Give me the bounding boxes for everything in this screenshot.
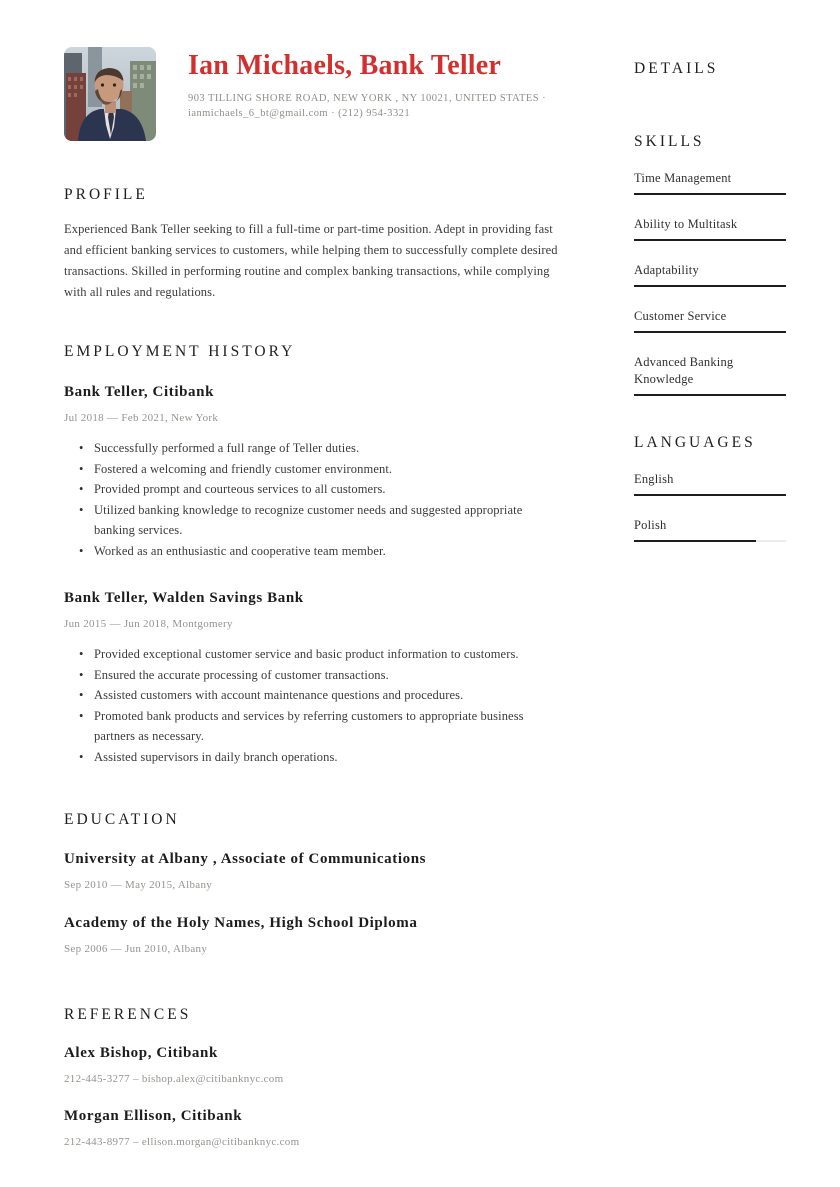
- skill-level-bar: [634, 331, 786, 333]
- reference-name: Morgan Ellison, Citibank: [64, 1108, 243, 1124]
- employment-heading: EMPLOYMENT HISTORY: [64, 343, 296, 360]
- contact-email-phone: ianmichaels_6_bt@gmail.com · (212) 954-3321: [188, 108, 411, 119]
- language-level-bar: [634, 540, 786, 542]
- details-empty-space: [634, 77, 786, 133]
- skills-heading: SKILLS: [634, 133, 705, 150]
- sidebar: [634, 47, 786, 1187]
- skill-level-bar: [634, 239, 786, 241]
- job-title: Bank Teller, Citibank: [64, 384, 215, 400]
- skill-item: [634, 308, 786, 333]
- education-heading: EDUCATION: [64, 811, 180, 828]
- language-label: English: [634, 472, 674, 486]
- contact-info: [188, 91, 546, 121]
- skill-item: [634, 216, 786, 241]
- contact-address: 903 TILLING SHORE ROAD, NEW YORK , NY 10021, UNITED STATES ·: [188, 93, 547, 104]
- resume-header: [64, 47, 558, 141]
- language-item: [634, 471, 786, 496]
- profile-text: Experienced Bank Teller seeking to fill a full-time or part-time position. Adept in providing fast and efficient banking services to customers, while helping them to successfully complete desired transactions. Skilled in performing routine and complex banking transactions, while complying with all rules and regulations.: [64, 222, 558, 299]
- skill-label: Adaptability: [634, 263, 699, 277]
- job-duties-list: [64, 438, 558, 561]
- job-duty: • Assisted customers with account maintenance questions and procedures.: [64, 685, 558, 706]
- education-period: Sep 2010 — May 2015, Albany: [64, 879, 213, 891]
- job-duty: • Worked as an enthusiastic and cooperative team member.: [64, 541, 558, 562]
- job-duty: • Provided exceptional customer service and basic product information to customers.: [64, 644, 558, 665]
- education-entry: [64, 914, 558, 956]
- section-references: [64, 1006, 558, 1149]
- job-duty: • Provided prompt and courteous services to all customers.: [64, 479, 558, 500]
- skill-item: [634, 170, 786, 195]
- job-duty: • Successfully performed a full range of Teller duties.: [64, 438, 558, 459]
- language-level-bar: [634, 494, 786, 496]
- candidate-name: Ian Michaels, Bank Teller: [188, 50, 502, 81]
- skills-list: [634, 170, 786, 396]
- main-column: [64, 47, 558, 1187]
- job-period: Jun 2015 — Jun 2018, Montgomery: [64, 618, 233, 630]
- job-title: Bank Teller, Walden Savings Bank: [64, 590, 304, 606]
- skill-level-bar: [634, 285, 786, 287]
- job-entry: [64, 589, 558, 767]
- reference-entry: [64, 1107, 558, 1149]
- skill-item: [634, 262, 786, 287]
- profile-heading: PROFILE: [64, 186, 148, 203]
- profile-photo-illustration: [64, 47, 156, 141]
- skill-label: Customer Service: [634, 309, 727, 323]
- references-heading: REFERENCES: [64, 1006, 192, 1023]
- job-period: Jul 2018 — Feb 2021, New York: [64, 412, 219, 424]
- details-heading: DETAILS: [634, 60, 719, 77]
- education-title: University at Albany , Associate of Communications: [64, 851, 427, 867]
- skill-item: [634, 354, 786, 396]
- languages-list: [634, 471, 786, 542]
- skill-level-bar: [634, 193, 786, 195]
- profile-photo: [64, 47, 156, 141]
- skill-label: Time Management: [634, 171, 732, 185]
- job-entry: [64, 383, 558, 561]
- job-duty: • Fostered a welcoming and friendly customer environment.: [64, 459, 558, 480]
- language-item: [634, 517, 786, 542]
- job-duty: • Utilized banking knowledge to recognize customer needs and suggested appropriate banking services.: [64, 500, 558, 541]
- reference-name: Alex Bishop, Citibank: [64, 1045, 218, 1061]
- job-duty: • Promoted bank products and services by referring customers to appropriate business partners as necessary.: [64, 706, 558, 747]
- section-employment-history: [64, 343, 558, 767]
- reference-entry: [64, 1044, 558, 1086]
- job-duties-list: [64, 644, 558, 767]
- section-education: [64, 811, 558, 956]
- language-label: Polish: [634, 518, 667, 532]
- languages-heading: LANGUAGES: [634, 434, 756, 451]
- job-duty: • Ensured the accurate processing of customer transactions.: [64, 665, 558, 686]
- education-title: Academy of the Holy Names, High School Diploma: [64, 915, 418, 931]
- header-text: [188, 47, 546, 141]
- skill-label: Ability to Multitask: [634, 217, 738, 231]
- section-profile: [64, 186, 558, 303]
- languages-block: [634, 434, 786, 542]
- education-period: Sep 2006 — Jun 2010, Albany: [64, 943, 208, 955]
- reference-contact: 212-445-3277 – bishop.alex@citibanknyc.com: [64, 1073, 284, 1085]
- education-entry: [64, 850, 558, 892]
- skill-level-bar: [634, 394, 786, 396]
- job-duty: • Assisted supervisors in daily branch operations.: [64, 747, 558, 768]
- skill-label: Advanced Banking Knowledge: [634, 355, 734, 386]
- reference-contact: 212-443-8977 – ellison.morgan@citibanknyc.com: [64, 1136, 300, 1148]
